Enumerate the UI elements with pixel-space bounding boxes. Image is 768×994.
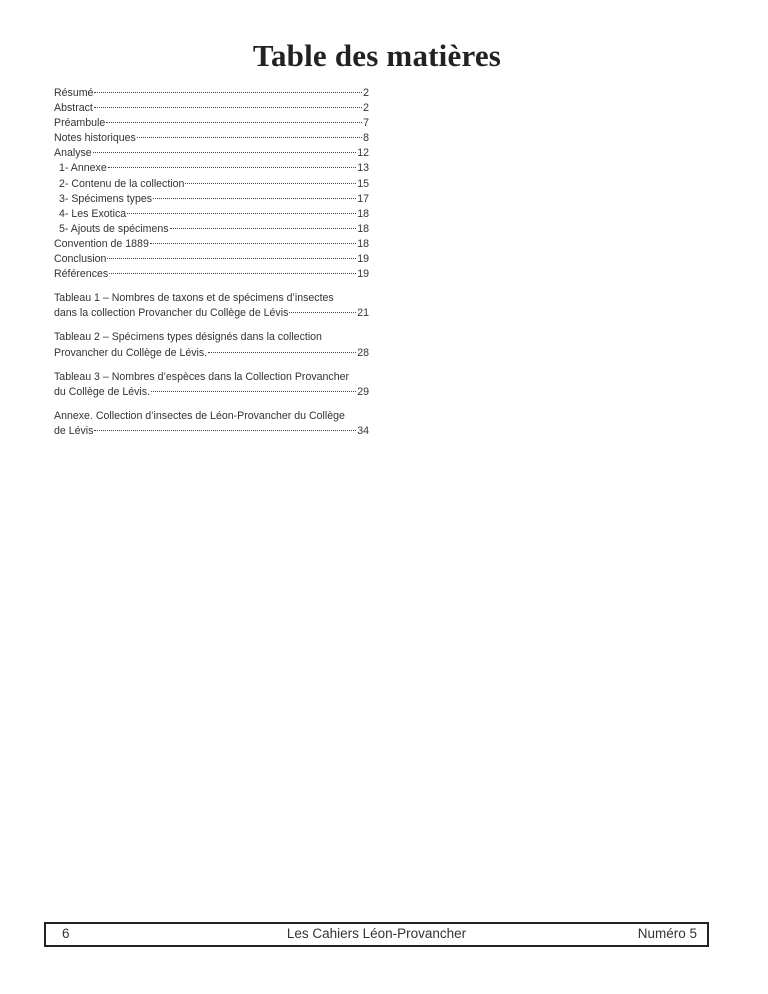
toc-table-entry-line1: Tableau 3 – Nombres d’espèces dans la Collection Provancher (54, 370, 350, 383)
dot-leader (150, 243, 356, 244)
toc-entry-page: 13 (357, 162, 369, 175)
toc-entry-page: 34 (357, 424, 369, 437)
toc-entry[interactable] (54, 101, 369, 116)
toc-entry-page: 17 (357, 192, 369, 205)
dot-leader (94, 92, 362, 93)
toc-entry-label: Références (54, 268, 109, 281)
toc-subentry[interactable] (54, 161, 369, 176)
page-footer (44, 922, 709, 947)
toc-entry-page: 2 (363, 102, 369, 115)
toc-subentry[interactable] (54, 222, 369, 237)
toc-subentry[interactable] (54, 207, 369, 222)
toc-entry-page: 19 (357, 268, 369, 281)
footer-issue-number: Numéro 5 (637, 926, 697, 941)
toc-entry-label: 5- Ajouts de spécimens (59, 222, 169, 235)
toc-entry-label: Convention de 1889 (54, 237, 149, 250)
toc-entry-page: 7 (363, 117, 369, 130)
toc-entry-label: 4- Les Exotica (59, 207, 127, 220)
toc-entry-page: 18 (357, 237, 369, 250)
toc-entry-page: 21 (357, 307, 369, 320)
toc-entry-page: 18 (357, 222, 369, 235)
toc-table-entry[interactable] (54, 330, 369, 360)
dot-leader (185, 183, 356, 184)
dot-leader (109, 273, 356, 274)
toc-table-entry-line2: Provancher du Collège de Lévis. (54, 346, 208, 359)
dot-leader (289, 312, 356, 313)
table-of-contents (54, 86, 369, 439)
toc-entry[interactable] (54, 116, 369, 131)
toc-entry-label: 1- Annexe (59, 162, 107, 175)
page-title: Table des matières (252, 38, 502, 73)
toc-table-entry[interactable] (54, 370, 369, 400)
dot-leader (94, 430, 356, 431)
toc-table-entry-line2: de Lévis (54, 424, 94, 437)
toc-entry[interactable] (54, 131, 369, 146)
toc-entry[interactable] (54, 267, 369, 282)
footer-publication-title: Les Cahiers Léon-Provancher (286, 926, 467, 941)
toc-table-entry-line1: Tableau 2 – Spécimens types désignés dans la collection (54, 331, 322, 344)
toc-entry[interactable] (54, 146, 369, 161)
toc-entry-page: 18 (357, 207, 369, 220)
toc-entry-label: Conclusion (54, 253, 107, 266)
toc-table-entry-line2: du Collège de Lévis. (54, 385, 150, 398)
toc-entry-label: Analyse (54, 147, 92, 160)
toc-entry-page: 28 (357, 346, 369, 359)
dot-leader (151, 391, 356, 392)
toc-table-entry-line1: Tableau 1 – Nombres de taxons et de spécimens d’insectes (54, 292, 334, 305)
toc-entry-page: 2 (363, 87, 369, 99)
dot-leader (106, 122, 362, 123)
toc-entry-label: Préambule (54, 117, 106, 130)
dot-leader (93, 152, 357, 153)
toc-entry-label: Notes historiques (54, 132, 136, 145)
toc-entry-page: 19 (357, 253, 369, 266)
toc-table-entry[interactable] (54, 291, 369, 321)
toc-table-entry-line1: Annexe. Collection d’insectes de Léon-Provancher du Collège (54, 409, 345, 422)
toc-entry-page: 15 (357, 177, 369, 190)
dot-leader (137, 137, 362, 138)
toc-entry-page: 8 (363, 132, 369, 145)
toc-subentry[interactable] (54, 192, 369, 207)
toc-entry[interactable] (54, 252, 369, 267)
dot-leader (94, 107, 362, 108)
dot-leader (208, 352, 356, 353)
toc-table-entry-line2: dans la collection Provancher du Collège de Lévis (54, 307, 289, 320)
footer-page-number: 6 (62, 926, 70, 941)
dot-leader (107, 258, 356, 259)
toc-entry[interactable] (54, 237, 369, 252)
toc-entry-label: Abstract (54, 102, 93, 115)
dot-leader (108, 167, 356, 168)
toc-entry-label: 2- Contenu de la collection (59, 177, 185, 190)
toc-entry-page: 29 (357, 385, 369, 398)
toc-entry-page: 12 (357, 147, 369, 160)
dot-leader (127, 213, 356, 214)
dot-leader (153, 198, 356, 199)
toc-subentry[interactable] (54, 177, 369, 192)
toc-annex-entry[interactable] (54, 409, 369, 439)
toc-entry[interactable] (54, 86, 369, 101)
toc-entry-label: 3- Spécimens types (59, 192, 153, 205)
toc-entry-label: Résumé (54, 87, 94, 99)
dot-leader (170, 228, 357, 229)
